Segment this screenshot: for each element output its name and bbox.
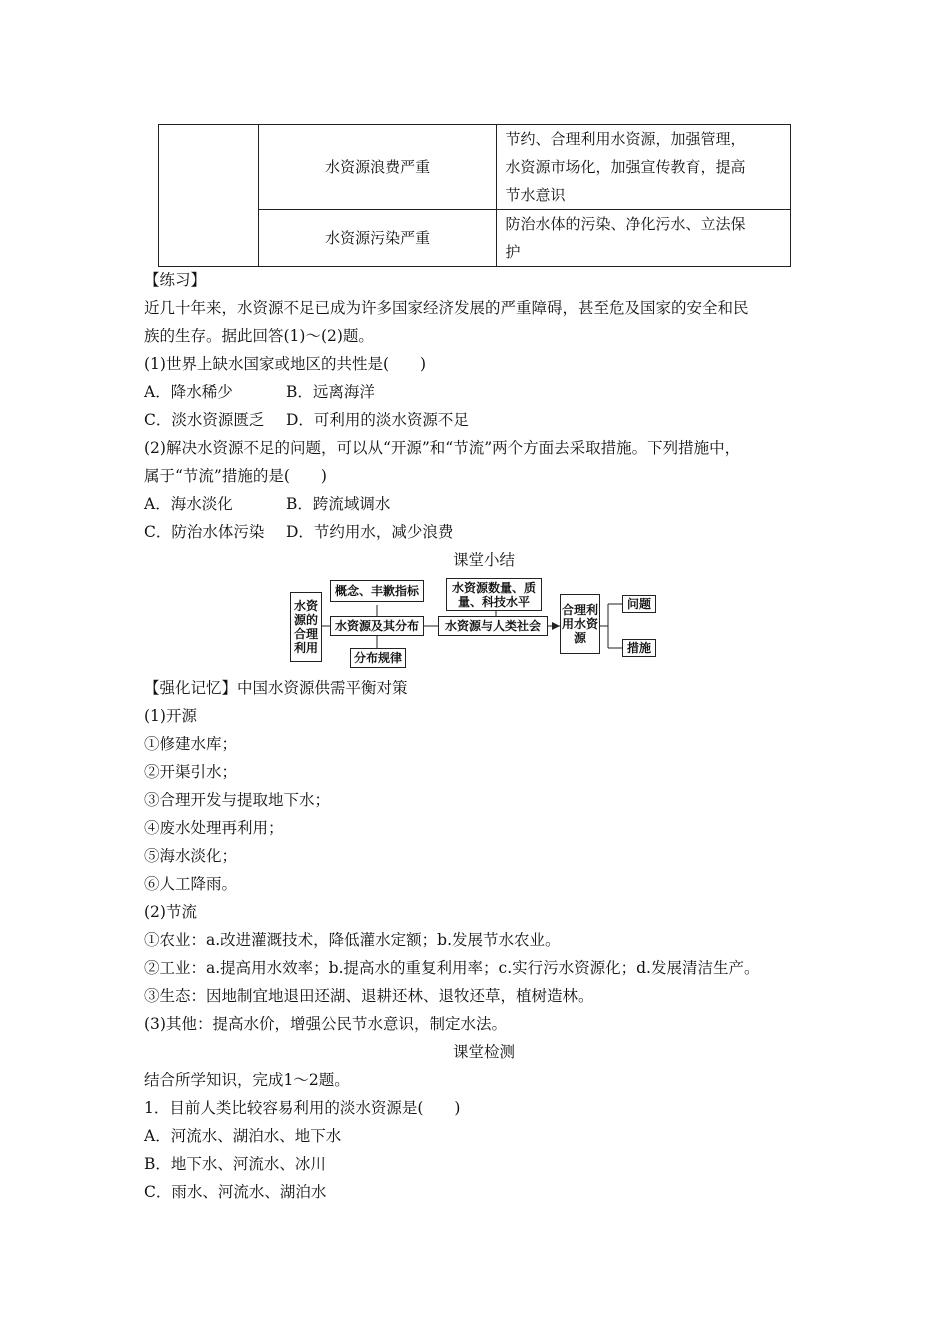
option-c: C．雨水、河流水、湖泊水 <box>144 1183 327 1201</box>
list-item: ④废水处理再利用； <box>144 819 284 837</box>
list-item: (3)其他：提高水价，增强公民节水意识，制定水法。 <box>144 1015 507 1033</box>
list-item: ③合理开发与提取地下水； <box>144 791 331 809</box>
option-row <box>144 378 824 406</box>
option-row <box>144 406 824 434</box>
diagram-rational-box: 合理利用水资源 <box>560 594 600 654</box>
diagram-problem-box: 问题 <box>622 595 656 613</box>
diagram-society-box: 水资源与人类社会 <box>438 616 548 636</box>
list-item: ①修建水库； <box>144 735 238 753</box>
practice-intro: 近几十年来，水资源不足已成为许多国家经济发展的严重障碍，甚至危及国家的安全和民 <box>144 299 749 317</box>
diagram-root-box: 水资源的合理利用 <box>290 592 322 662</box>
table-row <box>159 125 791 210</box>
option-c: C．淡水资源匮乏 <box>144 411 265 429</box>
question-stem: 属于“节流”措施的是( ) <box>144 467 327 485</box>
practice-heading: 【练习】 <box>144 271 207 289</box>
list-heading: (1)开源 <box>144 707 197 725</box>
option-a: A．河流水、湖泊水、地下水 <box>144 1127 342 1145</box>
option-b: B．跨流域调水 <box>286 495 391 513</box>
diagram-factors-box: 水资源数量、质量、科技水平 <box>446 578 542 611</box>
list-heading: (2)节流 <box>144 903 197 921</box>
list-item: ②开渠引水； <box>144 763 238 781</box>
test-intro: 结合所学知识，完成1～2题。 <box>144 1071 350 1089</box>
table-cell-problem: 水资源浪费严重 <box>258 125 497 210</box>
memory-heading: 【强化记忆】中国水资源供需平衡对策 <box>144 679 408 697</box>
table-cell-problem: 水资源污染严重 <box>258 210 497 267</box>
option-a: A．降水稀少 <box>144 383 233 401</box>
option-row <box>144 490 824 518</box>
question-stem: (1)世界上缺水国家或地区的共性是( ) <box>144 355 427 373</box>
option-b: B．远离海洋 <box>286 383 375 401</box>
summary-diagram <box>144 578 824 672</box>
option-d: D．节约用水，减少浪费 <box>286 523 454 541</box>
option-b: B．地下水、河流水、冰川 <box>144 1155 326 1173</box>
option-c: C．防治水体污染 <box>144 523 265 541</box>
summary-title: 课堂小结 <box>452 551 515 569</box>
list-item: ⑥人工降雨。 <box>144 875 238 893</box>
table-cell-measure: 防治水体的污染、净化污水、立法保 护 <box>497 210 791 267</box>
test-title: 课堂检测 <box>452 1043 515 1061</box>
practice-intro: 族的生存。据此回答(1)～(2)题。 <box>144 327 374 345</box>
water-problems-table <box>158 124 791 267</box>
diagram-law-box: 分布规律 <box>350 648 406 668</box>
list-item: ②工业：a.提高用水效率；b.提高水的重复利用率；c.实行污水资源化；d.发展清洁生产。 <box>144 959 760 977</box>
diagram-measure-box: 措施 <box>622 639 656 657</box>
document-body <box>144 266 824 1206</box>
option-row <box>144 518 824 546</box>
list-item: ⑤海水淡化； <box>144 847 238 865</box>
table-cell-measure: 节约、合理利用水资源，加强管理， 水资源市场化，加强宣传教育，提高 节水意识 <box>497 125 791 210</box>
option-a: A．海水淡化 <box>144 495 233 513</box>
list-item: ①农业：a.改进灌溉技术，降低灌水定额；b.发展节水农业。 <box>144 931 561 949</box>
question-stem: (2)解决水资源不足的问题，可以从“开源”和“节流”两个方面去采取措施。下列措施中， <box>144 439 741 457</box>
diagram-distribution-box: 水资源及其分布 <box>330 616 424 636</box>
diagram-concept-box: 概念、丰歉指标 <box>330 580 424 602</box>
table-merged-cell <box>159 125 259 267</box>
list-item: ③生态：因地制宜地退田还湖、退耕还林、退牧还草，植树造林。 <box>144 987 594 1005</box>
question-stem: 1．目前人类比较容易利用的淡水资源是( ) <box>144 1099 461 1117</box>
option-d: D．可利用的淡水资源不足 <box>286 411 469 429</box>
